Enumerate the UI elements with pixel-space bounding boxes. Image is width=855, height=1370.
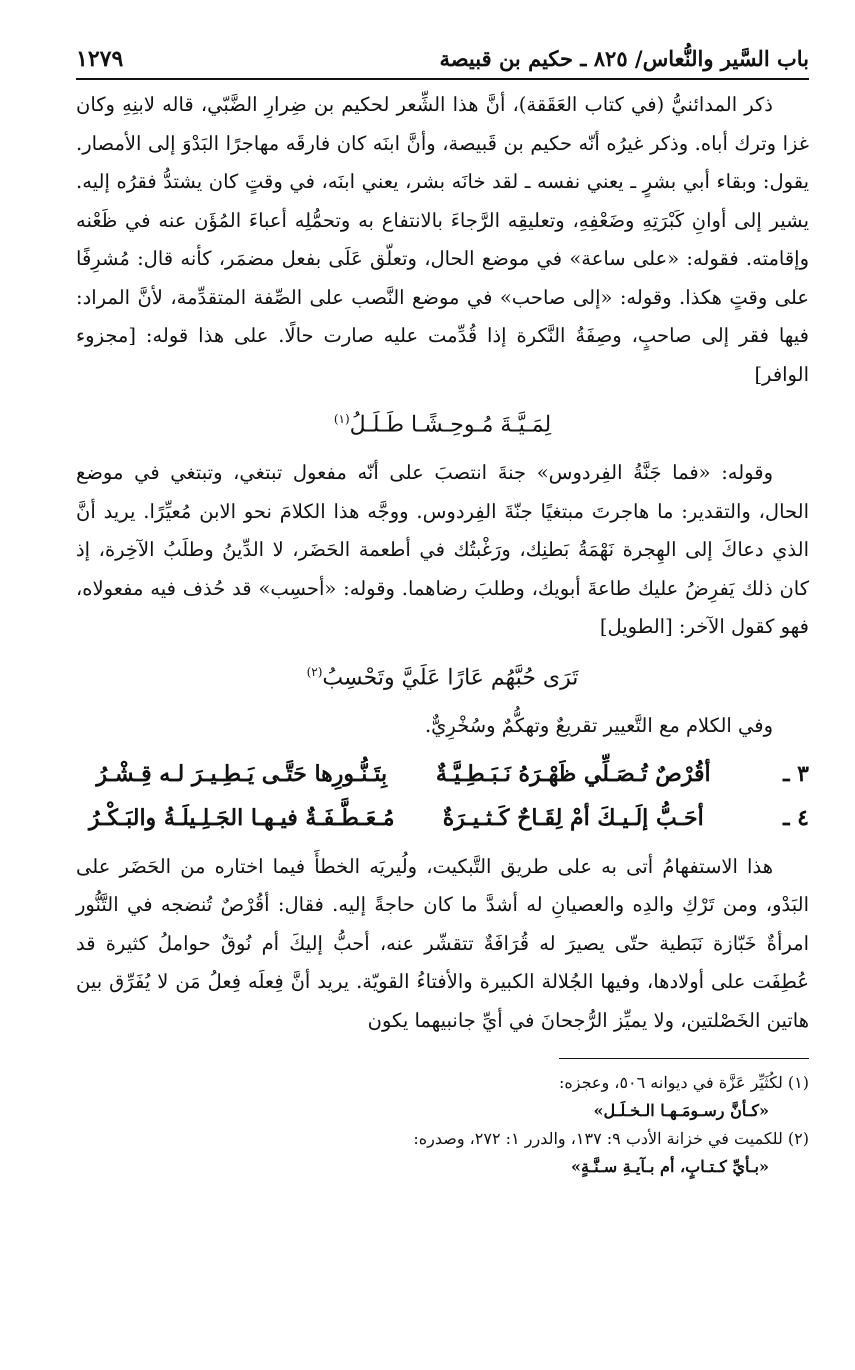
- second-hemistich: بِتَـنُّـورِها حَتَّـى يَـطِـيـرَ لـه قِـشْـرُ: [96, 760, 388, 787]
- first-hemistich: أقُرْصٌ تُـصَـلِّي ظَهْـرَهُ نَـبَـطِـيَّـةٌ: [435, 760, 711, 787]
- footnotes: [76, 1069, 809, 1181]
- line-number: ٣ ـ: [783, 760, 809, 787]
- verse-text: تَرَى حُبَّهُم عَارًا عَلَيَّ وتَحْسِبُ: [322, 665, 579, 691]
- paragraph: هذا الاستفهامُ أتى به على طريق التَّبكيت، ولُيريَه الخطأَ فيما اختاره من الحَضَر على البَدْو، ومن تَرْكِ والدِه والعصيانِ له أشدَّ ما كان حاجةً إليه. فقال: أقُرْصٌ تُنضجه في التَّنُّور امرأةٌ خَبّازة نَبَطية حتّى يصيرَ له قُرَافَةٌ تتقشّر عنه، أحبُّ إليكَ أم نُوقٌ حواملُ كثيرة قد عُطِفَت على أولادها، وفيها الجُلالة الكبيرة والأفتاءُ القويّة. يريد أنَّ فِعلَه فِعلُ مَن لا يُفَرِّق بين هاتين الخَصْلتين، ولا يميِّز الرُّجحانَ في أيِّ جانبيهما يكون: [76, 854, 809, 1032]
- paragraph: وفي الكلام مع التَّعيير تقريعٌ وتهكُّمٌ وسُخْرِيٌّ.: [424, 714, 773, 738]
- chapter-title: باب السَّير والنُّعاس/ ٨٢٥ ـ حكيم بن قبيصة: [439, 46, 809, 71]
- footnote-ref: (٢): [306, 664, 323, 679]
- main-text: [76, 86, 809, 394]
- paragraph: وقوله: «فما جَنَّةُ الفِردوس» جنةَ انتصبَ على أنّه مفعول تبتغي، وتبتغي في موضع الحال، والتقدير: ما هاجرتَ مبتغيًا جنّةَ الفِردوس. ووجَّه هذا الكلامَ نحو الابن مُعيِّرًا. يريد أنَّ الذي دعاكَ إلى الهِجرة نَهْمَةُ بَطنِك، ورَغْبتُك في أطعمة الحَضَر، لا الدِّينُ وطلَبُ الآخِرة، إذ كان ذلك يَفرِضُ عليك طاعةَ أبويك، وطلبَ رضاهما. وقوله: «أحسِب» قد حُذف فيه مفعولاه، فهو كقول الآخر: [الطويل]: [76, 461, 809, 639]
- main-text: [76, 454, 809, 647]
- main-text: [76, 707, 809, 746]
- line-number: ٤ ـ: [783, 804, 809, 831]
- verse-text: لِمَـيَّـةَ مُـوحِـشًـا طَـلَـلُ: [349, 412, 552, 438]
- second-hemistich: مُـعَـطَّـفَـةٌ فيـهـا الجَـلِـيلَـةُ والبَـكْـرُ: [88, 804, 395, 831]
- footnote-quote: «كـأنَّ رسـومَـهـا الـخـلَـل»: [593, 1101, 769, 1121]
- footnote-ref: (١): [333, 412, 350, 426]
- main-text: [76, 848, 809, 1041]
- poem-line: [76, 752, 809, 796]
- poem-block: [76, 752, 809, 840]
- footnote-separator: [559, 1058, 809, 1059]
- footnote-quote: «بـأيِّ كـتـابٍ، أم بـآيـةِ سـنَّـةٍ»: [570, 1157, 769, 1177]
- quoted-verse: [76, 649, 809, 701]
- running-header: [76, 46, 809, 80]
- paragraph: ذكر المدائنيُّ (في كتاب العَقَقة)، أنَّ هذا الشِّعر لحكيم بن ضِرارِ الضَّبّي، قاله لابنِهِ وكان غزا وترك أباه. وذكر غيرُه أنّه حكيم بن قَبيصة، وأنَّ ابنَه كان فارقَه مهاجرًا البَدْوَ إلى الأمصار. يقول: وبقاء أبي بشرٍ ـ يعني نفسه ـ لقد خانَه بشر، يعني ابنَه، في وقتٍ كان يشتدُّ فقرُه إليه. يشير إلى أوانِ كَبْرَتِهِ وضَعْفِهِ، وتعليقِه الرَّجاءَ بالانتفاع به وتحمُّلِه أعباءَ المُؤَن عنه في ظَعْنه وإقامته. فقوله: «على ساعة» في موضع الحال، وتعلّق عَلَى بفعل مضمَر، كأنه قال: مُشرِفًا على وقتٍ هكذا. وقوله: «إلى صاحب» في موضع النَّصب على الصِّفة المتقدِّمة، لأنَّ المراد: فيها فقر إلى صاحبٍ، وصِفَةُ النَّكرة إذا قُدِّمت عليه صارت حالًا. على هذا قوله: [مجزوء الوافر]: [76, 93, 809, 386]
- quoted-verse: [76, 396, 809, 448]
- footnote: (١) لكُثَيِّر عَزَّة في ديوانه ٥٠٦، وعجزه:: [558, 1073, 809, 1093]
- page-number: ١٢٧٩: [76, 46, 124, 72]
- first-hemistich: أحَـبُّ إلَـيـكَ أمْ لِقَـاحٌ كَـثـيـرَةٌ: [442, 804, 704, 831]
- footnote: (٢) للكميت في خزانة الأدب ٩: ١٣٧، والدرر ١: ٢٧٢، وصدره:: [413, 1129, 809, 1149]
- poem-line: [76, 796, 809, 840]
